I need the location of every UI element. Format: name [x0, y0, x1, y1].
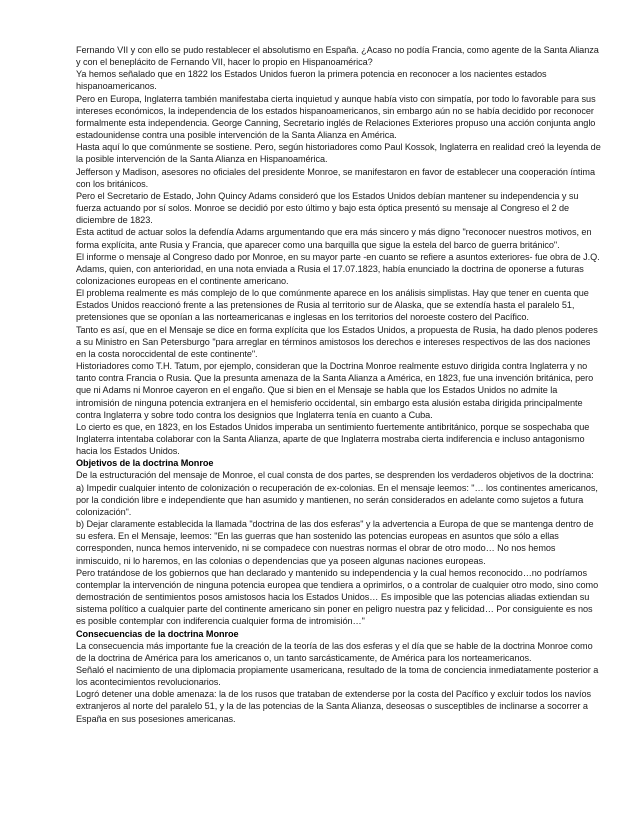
paragraph-objetivo-a: a) Impedir cualquier intento de colonización o recuperación de ex-colonias. En el mensaje leemos: "… los continentes americanos, por la condición libre e independiente que han asumido y mantienen, no serán considerados en adelante como sujetos a futura colonización".: [76, 482, 598, 517]
paragraph-objetivos-intro: De la estructuración del mensaje de Monroe, el cual consta de dos partes, se desprenden los verdaderos objetivos de la doctrina:: [76, 470, 594, 481]
paragraph-tatum: Historiadores como T.H. Tatum, por ejemplo, consideran que la Doctrina Monroe realmente estuvo dirigida contra Inglaterra y no tanto contra Francia o Rusia. Que la presunta amenaza de la Santa Alianza a América, en 1823, fue una invención británica, pero que ni Adams ni Monroe cayeron en el engaño. Que si bien en el Mensaje se habla que los Estados Unidos no admite la intromisión de ninguna potencia extranjera en el hemisferio occidental, sin embargo esta alusión estaba dirigida principalmente contra Inglaterra y sobre todo contra los designios que Inglaterra tenía en cuanto a Cuba.: [76, 361, 594, 420]
paragraph-san-petersburgo: Tanto es así, que en el Mensaje se dice en forma explícita que los Estados Unidos, a propuesta de Rusia, ha dado plenos poderes a su Ministro en San Petersburgo "para arreglar en términos amistosos los derechos e intereses respectivos de las dos naciones en la costa noroccidental de este continente".: [76, 324, 598, 359]
paragraph-kossok: Hasta aquí lo que comúnmente se sostiene. Pero, según historiadores como Paul Kossok, Inglaterra en realidad creó la leyenda de la posible intervención de la Santa Alianza en Hispanoamérica.: [76, 142, 601, 165]
paragraph-diplomacy: Señaló el nacimiento de una diplomacia propiamente usamericana, resultado de la toma de conciencia inmediatamente posterior a los acontecimientos revolucionarios.: [76, 664, 599, 688]
heading-objetivos: Objetivos de la doctrina Monroe: [76, 458, 214, 469]
paragraph-adams-argument: Esta actitud de actuar solos la defendía Adams argumentando que era más sincero y más digno "reconocer nuestros motivos, en forma explícita, ante Rusia y Francia, que aparecer como una barquilla que sigue la estela del barco de guerra británico".: [76, 227, 592, 250]
paragraph-objetivo-b: b) Dejar claramente establecida la llamada "doctrina de las dos esferas" y la advertencia a Europa de que se mantenga dentro de su esfera. En el Mensaje, leemos: "En las guerras que han sostenido las potencias europeas en asuntos que sólo a ellas corresponden, nunca hemos intervenido, ni se compadece con nuestras normas el obrar de otro modo… No nos hemos inmiscuido, ni lo haremos, en las colonias o dependencias que ya poseen algunas naciones europeas.: [76, 519, 594, 566]
heading-consecuencias: Consecuencias de la doctrina Monroe: [76, 628, 239, 639]
paragraph-double-threat: Logró detener una doble amenaza: la de los rusos que trataban de extenderse por la costa del Pacífico y excluir todos los navíos extranjeros al norte del paralelo 51, y la de las potencias de la Santa Alianza, deseosas o susceptibles de inclinarse a socorrer a España en sus posesiones americanas.: [76, 689, 592, 724]
paragraph-alaska-problem: El problema realmente es más complejo de lo que comúnmente aparece en los análisis simplistas. Hay que tener en cuenta que Estados Unidos reaccionó frente a las pretensiones de Rusia al territorio sur de Alaska, que se extendía hasta el paralelo 51, pretensiones que se oponían a las norteamericanas e inglesas en los territorios del noroeste costero del Pacífico.: [76, 288, 589, 323]
paragraph-two-spheres: La consecuencia más importante fue la creación de la teoría de las dos esferas y el día que se hable de la doctrina Monroe como de la doctrina de América para los americanos o, un tanto sarcásticamente, de América para los norteamericanos.: [76, 640, 593, 663]
paragraph-england-canning: Pero en Europa, Inglaterra también manifestaba cierta inquietud y aunque había visto con simpatía, por todo lo favorable para sus intereses económicos, la independencia de los estados hispanoamericanos, sin embargo aún no se había decidido por reconocer formalmente esta independencia. George Canning, Secretario inglés de Relaciones Exteriores propuso una acción conjunta anglo estadounidense contra una posible intervención de la Santa Alianza en América.: [76, 93, 596, 141]
paragraph-congress-message: El informe o mensaje al Congreso dado por Monroe, en su mayor parte -en cuanto se refiere a asuntos exteriores- fue obra de J.Q. Adams, quien, con anterioridad, en una nota enviada a Rusia el 17.07.1823, había enunciado la doctrina de oponerse a futuras colonizaciones europeas en el continente americano.: [76, 251, 600, 286]
paragraph-jefferson-madison: Jefferson y Madison, asesores no oficiales del presidente Monroe, se manifestaron en favor de establecer una cooperación íntima con los británicos.: [76, 166, 595, 189]
paragraph-independent-governments: Pero tratándose de los gobiernos que han declarado y mantenido su independencia y la cual hemos reconocido…no podríamos contemplar la intervención de ninguna potencia europea que tendiera a oprimirlos, o a controlar de cualquier otro modo, sino como demostración de sentimientos posos amistosos hacia los Estados Unidos… Es imposible que las potencias aliadas extiendan su sistema político a cualquier parte del continente americano sin poner en peligro nuestra paz y felicidad… Por consiguiente es nos es posible contemplar con indiferencia cualquier forma de intromisión…": [76, 567, 599, 627]
paragraph-fernando-vii: Fernando VII y con ello se pudo restablecer el absolutismo en España. ¿Acaso no podía Francia, como agente de la Santa Alianza y con el beneplácito de Fernando VII, hacer lo propio en Hispanoamérica?: [76, 45, 599, 68]
paragraph-quincy-adams: Pero el Secretario de Estado, John Quincy Adams consideró que los Estados Unidos debían mantener su independencia y su fuerza actuando por sí solos. Monroe se decidió por esto último y bajo esta óptica presentó su mensaje al Congreso el 2 de diciembre de 1823.: [76, 190, 579, 226]
document-page: [76, 44, 602, 725]
paragraph-antibritish-sentiment: Lo cierto es que, en 1823, en los Estados Unidos imperaba un sentimiento fuertemente antibritánico, porque se sospechaba que Inglaterra intentaba colaborar con la Santa Alianza, aparte de que Inglaterra mostraba cierta indiferencia e incluso antagonismo hacia los Estados Unidos.: [76, 421, 590, 457]
paragraph-us-recognition-1822: Ya hemos señalado que en 1822 los Estados Unidos fueron la primera potencia en reconocer a los nacientes estados hispanoamericanos.: [76, 69, 547, 92]
